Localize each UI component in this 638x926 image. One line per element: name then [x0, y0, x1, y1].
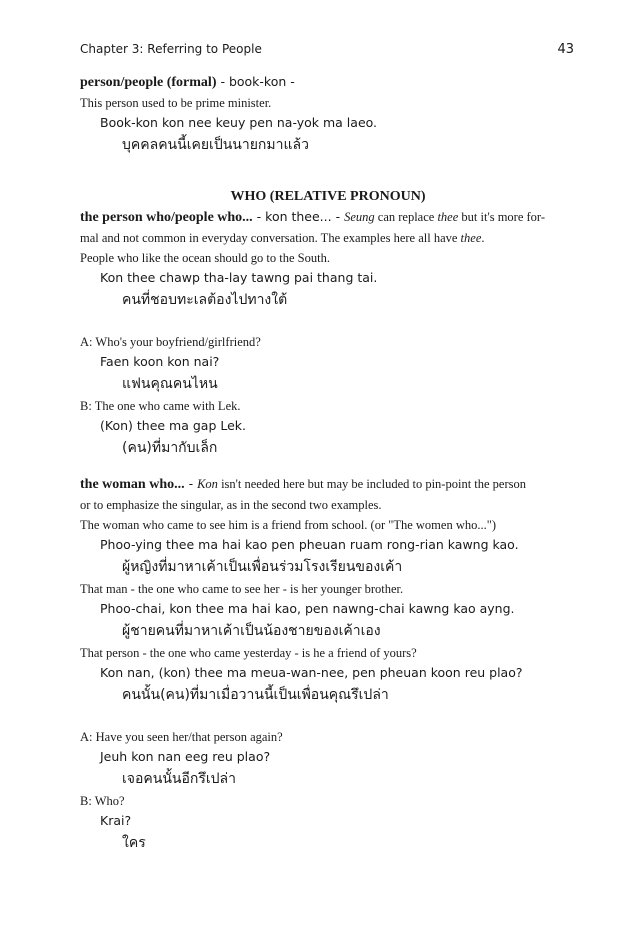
- example-english: The woman who came to see him is a friend from school. (or "The women who..."): [80, 518, 496, 532]
- desc-em: thee: [460, 231, 482, 245]
- example-thai: คนที่ชอบทะเลต้องไปทางใต้: [122, 292, 288, 308]
- entry-heading: the person who/people who...: [80, 210, 253, 225]
- entry-person-who: [80, 207, 576, 460]
- example-romanization: Kon nan, (kon) thee ma meua-wan-nee, pen pheuan koon reu plao?: [100, 665, 523, 680]
- entry-heading: the woman who...: [80, 477, 185, 492]
- section-subtitle: WHO (RELATIVE PRONOUN): [230, 189, 426, 204]
- example-thai: ผู้ชายคนที่มาหาเค้าเป็นน้องชายของเค้าเอง: [122, 623, 381, 639]
- entry-romanization: - kon thee... -: [252, 209, 345, 224]
- entry-romanization: - book-kon -: [216, 74, 295, 89]
- entry-heading: person/people (formal): [80, 75, 217, 90]
- dialog-a-thai: แฟนคุณคนไหน: [122, 376, 218, 392]
- example-english: That man - the one who came to see her - is her younger brother.: [80, 582, 404, 596]
- desc-text: .: [481, 231, 485, 245]
- example-english: That person - the one who came yesterday - is he a friend of yours?: [80, 646, 417, 660]
- dialog-a: A: Who's your boyfriend/girlfriend?: [80, 335, 261, 349]
- dialog-b-thai: (คน)ที่มากับเล็ก: [122, 440, 218, 456]
- example-english: This person used to be prime minister.: [80, 96, 272, 110]
- page-number: 43: [557, 42, 574, 57]
- dialog-b: B: Who?: [80, 794, 125, 808]
- dialog-b-romanization: Krai?: [100, 813, 132, 828]
- example-romanization: Phoo-ying thee ma hai kao pen pheuan ruam rong-rian kawng kao.: [100, 537, 519, 552]
- example-thai: บุคคลคนนี้เคยเป็นนายกมาแล้ว: [122, 137, 309, 153]
- example-thai: ผู้หญิงที่มาหาเค้าเป็นเพื่อนร่วมโรงเรียนของเค้า: [122, 559, 403, 575]
- desc-text: isn't needed here but may be included to pin-point the person: [217, 477, 527, 491]
- example-romanization: Kon thee chawp tha-lay tawng pai thang tai.: [100, 270, 378, 285]
- example-english: People who like the ocean should go to the South.: [80, 251, 330, 265]
- example-thai: คนนั้น(คน)ที่มาเมื่อวานนี้เป็นเพื่อนคุณรึเปล่า: [122, 687, 389, 703]
- chapter-title: Chapter 3: Referring to People: [80, 42, 262, 56]
- page-body: [80, 72, 576, 855]
- dialog-a: A: Have you seen her/that person again?: [80, 730, 283, 744]
- dialog-a-romanization: Jeuh kon nan eeg reu plao?: [100, 749, 271, 764]
- desc-text: but it's more for-: [458, 210, 545, 224]
- entry-romanization: -: [184, 476, 198, 491]
- desc-text: can replace: [374, 210, 438, 224]
- dialog-b-romanization: (Kon) thee ma gap Lek.: [100, 418, 247, 433]
- desc-em: Kon: [197, 477, 218, 491]
- dialog-b-thai: ใคร: [122, 835, 146, 851]
- dialog-a-thai: เจอคนนั้นอีกรึเปล่า: [122, 771, 236, 787]
- desc-em: Seung: [344, 210, 375, 224]
- entry-woman-who: [80, 474, 576, 855]
- dialog-b: B: The one who came with Lek.: [80, 399, 241, 413]
- desc-text: mal and not common in everyday conversation. The examples here all have: [80, 231, 461, 245]
- desc-em: thee: [437, 210, 459, 224]
- desc-text: or to emphasize the singular, as in the second two examples.: [80, 498, 382, 512]
- running-header: [80, 42, 574, 58]
- example-romanization: Phoo-chai, kon thee ma hai kao, pen nawng-chai kawng kao ayng.: [100, 601, 515, 616]
- dialog-a-romanization: Faen koon kon nai?: [100, 354, 220, 369]
- entry-person-formal: [80, 72, 576, 157]
- example-romanization: Book-kon kon nee keuy pen na-yok ma laeo.: [100, 115, 378, 130]
